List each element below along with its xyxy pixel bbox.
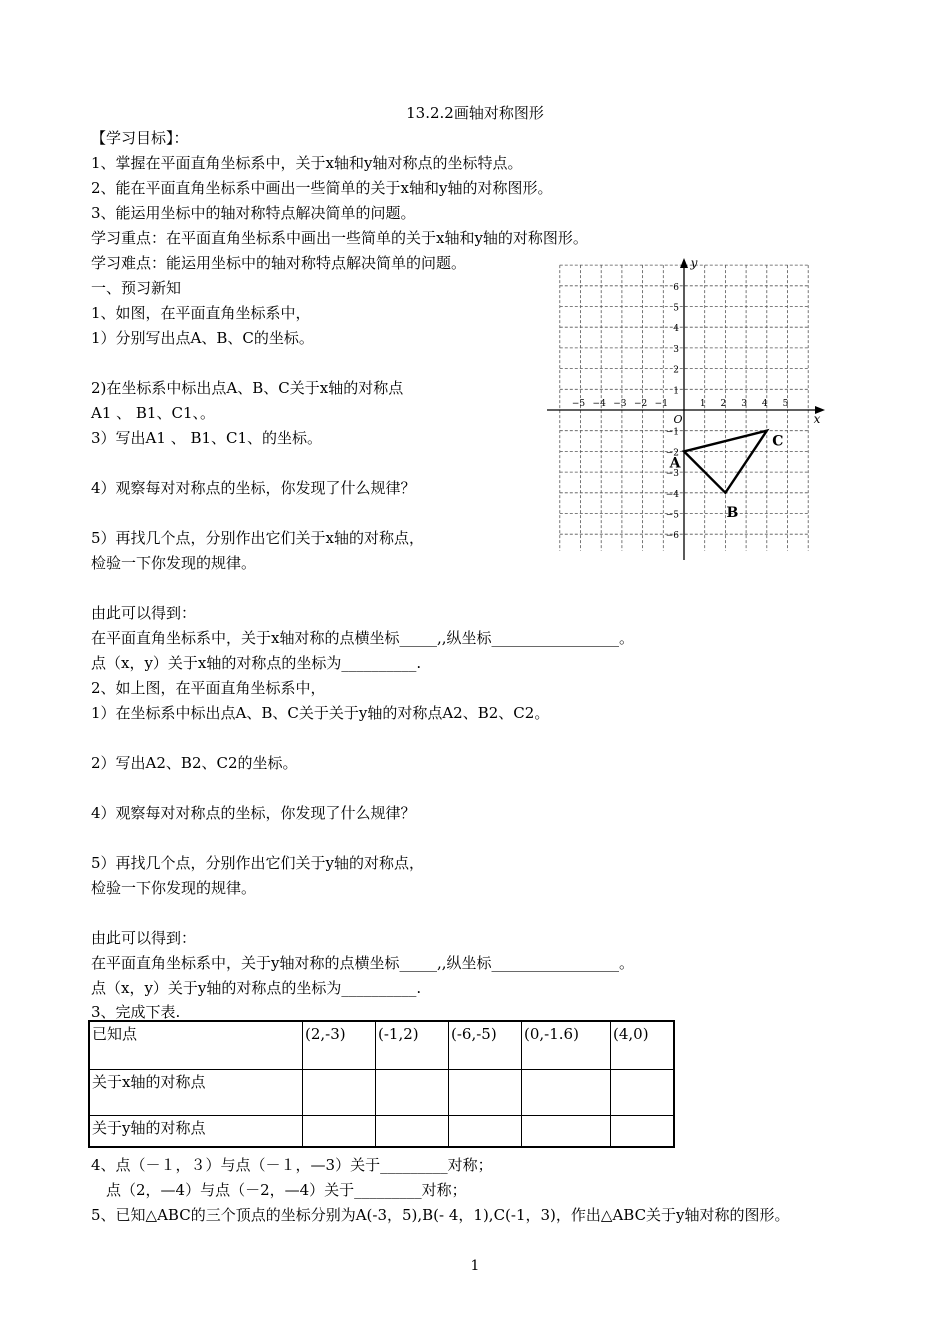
table-answer-cell[interactable] [376, 1115, 449, 1147]
point-label-b: B [726, 504, 739, 521]
table-answer-cell[interactable] [303, 1115, 376, 1147]
q1-step5: 5）再找几个点，分别作出它们关于x轴的对称点， [91, 529, 425, 547]
page-number: 1 [470, 1258, 480, 1274]
table-row-label: 关于y轴的对称点 [89, 1115, 303, 1147]
q2-step1: 1）在坐标系中标出点A、B、C关于关于y轴的对称点A2、B2、C2。 [91, 704, 550, 722]
table-header-cell: (-6,-5) [449, 1021, 522, 1069]
x-tick-label: −5 [571, 399, 586, 409]
y-tick-label: −2 [665, 448, 679, 459]
q1-intro: 1、如图，在平面直角坐标系中， [91, 304, 311, 322]
y-tick-label: 1 [673, 386, 679, 397]
x-tick-label: 3 [741, 399, 747, 409]
table-answer-cell[interactable] [611, 1115, 675, 1147]
table-header-cell: 已知点 [89, 1021, 303, 1069]
table-answer-cell[interactable] [376, 1069, 449, 1115]
table-answer-cell[interactable] [449, 1115, 522, 1147]
q5: 5、已知△ABC的三个顶点的坐标分别为A(-3，5),B(- 4，1),C(-1，3)，作出△ABC关于y轴对称的图形。 [91, 1206, 790, 1224]
table-header-cell: (0,-1.6) [522, 1021, 611, 1069]
table-answer-cell[interactable] [522, 1115, 611, 1147]
q1-step2: 2)在坐标系中标出点A、B、C关于x轴的对称点 [91, 379, 404, 397]
table-answer-cell[interactable] [449, 1069, 522, 1115]
q2-step5: 5）再找几个点，分别作出它们关于y轴的对称点， [91, 854, 425, 872]
y-tick-label: −3 [665, 469, 679, 480]
page-title: 13.2.2画轴对称图形 [406, 104, 544, 122]
table-row-label: 关于x轴的对称点 [89, 1069, 303, 1115]
q1-step2-cont: A1 、 B1、C1、。 [91, 404, 215, 422]
table-answer-cell[interactable] [303, 1069, 376, 1115]
q4-part1: 4、点（－１，３）与点（－１，—3）关于_________对称； [91, 1156, 493, 1174]
difficult-point: 学习难点：能运用坐标中的轴对称特点解决简单的问题。 [91, 254, 467, 272]
objectives-heading: 【学习目标】： [91, 129, 189, 147]
section-preview: 一、预习新知 [91, 279, 182, 297]
objective-3: 3、能运用坐标中的轴对称特点解决简单的问题。 [91, 204, 416, 222]
q2-conclusion-fill1: 在平面直角坐标系中，关于y轴对称的点横坐标_____,,纵坐标_________________。 [91, 954, 635, 972]
coordinate-figure [547, 255, 832, 565]
y-tick-label: 3 [673, 344, 679, 355]
y-tick-label: 4 [673, 324, 679, 335]
x-tick-label: 2 [720, 399, 727, 409]
table-answer-cell[interactable] [611, 1069, 675, 1115]
x-axis-label: x [813, 412, 821, 426]
y-tick-label: −4 [665, 489, 679, 500]
q2-step5-cont: 检验一下你发现的规律。 [91, 879, 257, 897]
q1-step5-cont: 检验一下你发现的规律。 [91, 554, 257, 572]
point-label-c: C [772, 433, 784, 450]
q1-step4: 4）观察每对对称点的坐标，你发现了什么规律？ [91, 479, 416, 497]
q2-intro: 2、如上图，在平面直角坐标系中， [91, 679, 326, 697]
y-tick-label: 6 [673, 282, 679, 293]
y-tick-label: −6 [665, 531, 679, 542]
q1-conclusion-fill1: 在平面直角坐标系中，关于x轴对称的点横坐标_____,,纵坐标_________________。 [91, 629, 634, 647]
q4-part2: 点（2，—4）与点（－2，—4）关于_________对称； [106, 1181, 467, 1199]
x-tick-label: 4 [761, 399, 768, 409]
objective-2: 2、能在平面直角坐标系中画出一些简单的关于x轴和y轴的对称图形。 [91, 179, 553, 197]
x-tick-label: 5 [782, 399, 789, 409]
point-label-a: A [669, 455, 681, 472]
x-tick-label: 1 [699, 399, 706, 409]
axes [547, 258, 825, 560]
q1-step1: 1）分别写出点A、B、C的坐标。 [91, 329, 314, 347]
q2-conclusion: 由此可以得到： [91, 929, 197, 947]
q2-step4: 4）观察每对对称点的坐标，你发现了什么规律？ [91, 804, 416, 822]
q1-step3: 3）写出A1 、 B1、C1、的坐标。 [91, 429, 323, 447]
y-tick-label: −5 [665, 510, 679, 521]
table-header-cell: (2,-3) [303, 1021, 376, 1069]
y-tick-label: 5 [673, 303, 679, 314]
x-tick-label: −2 [633, 399, 648, 409]
q2-conclusion-fill2: 点（x，y）关于y轴的对称点的坐标为__________. [91, 979, 422, 997]
x-tick-label: −1 [654, 399, 668, 409]
q1-conclusion-fill2: 点（x，y）关于x轴的对称点的坐标为__________. [91, 654, 422, 672]
y-tick-label: 2 [673, 365, 679, 376]
table-answer-cell[interactable] [522, 1069, 611, 1115]
y-axis-arrow [680, 258, 688, 268]
tick-labels [572, 256, 821, 541]
q1-conclusion: 由此可以得到： [91, 604, 197, 622]
q3-intro: 3、完成下表. [91, 1003, 181, 1021]
table-header-cell: (4,0) [611, 1021, 675, 1069]
key-point: 学习重点：在平面直角坐标系中画出一些简单的关于x轴和y轴的对称图形。 [91, 229, 588, 247]
symmetry-table [88, 1020, 675, 1148]
origin-label: O [673, 413, 683, 426]
x-tick-label: −4 [592, 399, 606, 409]
y-axis-label: y [690, 256, 698, 270]
x-tick-label: −3 [613, 399, 627, 409]
y-tick-label: −1 [665, 427, 679, 438]
objective-1: 1、掌握在平面直角坐标系中，关于x轴和y轴对称点的坐标特点。 [91, 154, 523, 172]
q2-step2: 2）写出A2、B2、C2的坐标。 [91, 754, 298, 772]
table-header-cell: (-1,2) [376, 1021, 449, 1069]
